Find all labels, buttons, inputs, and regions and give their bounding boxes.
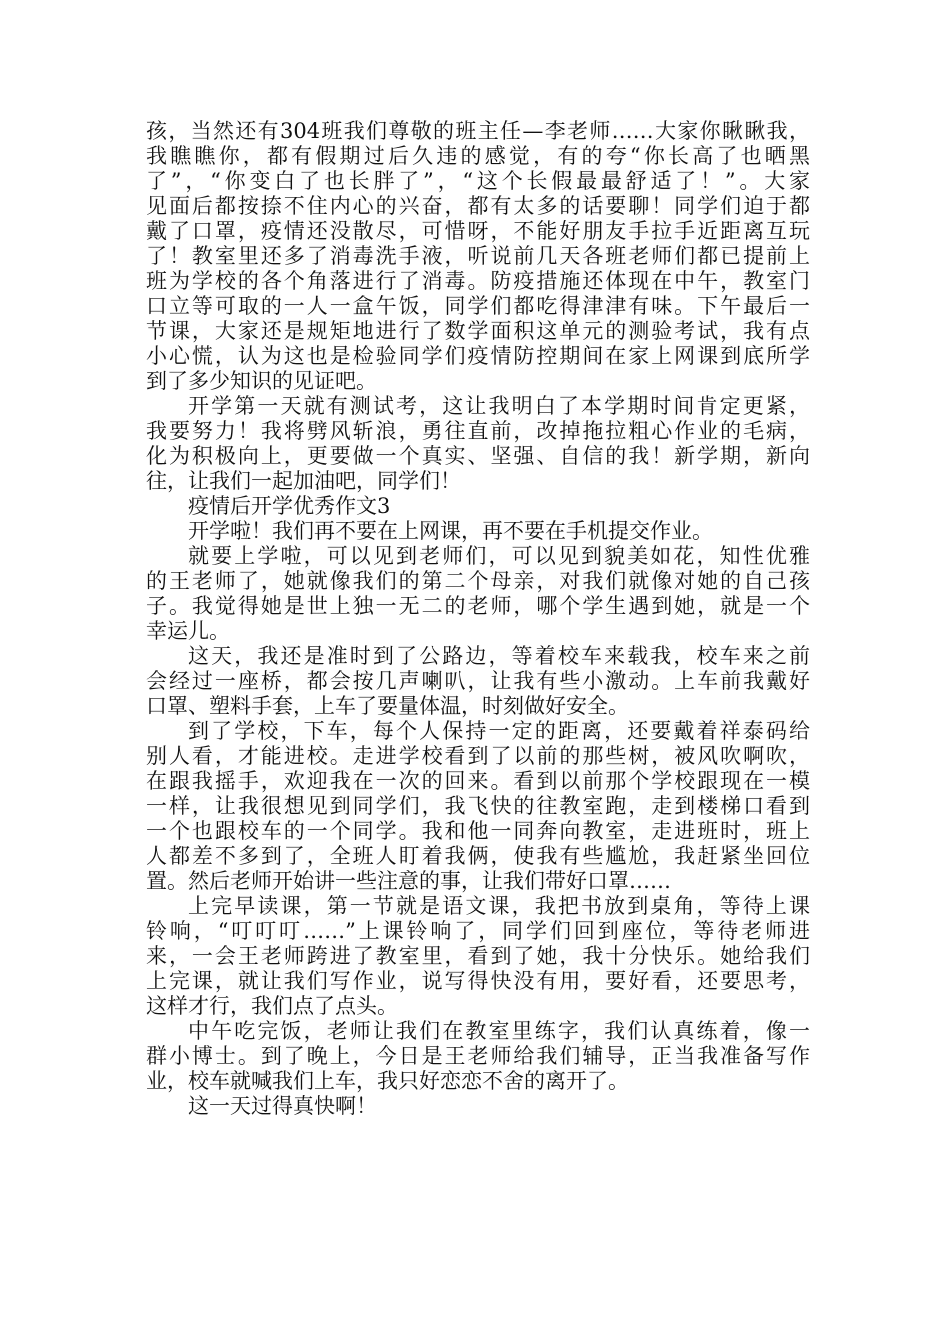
text-line: 了”，“你变白了也长胖了”，“这个长假最最舒适了！”。大家 (146, 169, 810, 193)
paragraph-intro-continued (146, 119, 810, 394)
text-line: 来，一会王老师跨进了教室里，看到了她，我十分快乐。她给我们 (146, 944, 810, 968)
text-line: 一个也跟校车的一个同学。我和他一同奔向教室，走进班时，班上 (146, 819, 810, 843)
text-line: 这样才行，我们点了点头。 (146, 994, 398, 1018)
text-line: 业，校车就喊我们上车，我只好恋恋不舍的离开了。 (146, 1069, 629, 1093)
text-line: 了！教室里还多了消毒洗手液，听说前几天各班老师们都已提前上 (146, 244, 810, 268)
text-line: 小心慌，认为这也是检验同学们疫情防控期间在家上网课到底所学 (146, 344, 810, 368)
paragraph-chinese-class (146, 894, 810, 1019)
text-line: 幸运儿。 (146, 619, 230, 643)
text-line: 化为积极向上，更要做一个真实、坚强、自信的我！新学期，新向 (146, 444, 810, 468)
text-line: 铃响，“叮叮叮……”上课铃响了，同学们回到座位，等待老师进 (146, 919, 810, 943)
text-line: 中午吃完饭，老师让我们在教室里练字，我们认真练着，像一 (188, 1019, 810, 1043)
text-line: 这天，我还是准时到了公路边，等着校车来载我，校车来之前 (188, 644, 810, 668)
text-line: 到了学校，下车，每个人保持一定的距离，还要戴着祥泰码给 (188, 719, 810, 743)
text-line: 一样，让我很想见到同学们，我飞快的往教室跑，走到楼梯口看到 (146, 794, 810, 818)
paragraph-arrival (146, 719, 810, 894)
text-line: 人都差不多到了，全班人盯着我俩，使我有些尴尬，我赶紧坐回位 (146, 844, 810, 868)
text-line: 群小博士。到了晚上，今日是王老师给我们辅导，正当我准备写作 (146, 1044, 810, 1068)
text-line: 我瞧瞧你，都有假期过后久违的感觉，有的夸“你长高了也晒黑 (146, 144, 810, 168)
text-line: 戴了口罩，疫情还没散尽，可惜呀，不能好朋友手拉手近距离互玩 (146, 219, 810, 243)
text-line: 会经过一座桥，都会按几声喇叭，让我有些小激动。上车前我戴好 (146, 669, 810, 693)
paragraph-teacher (146, 544, 810, 644)
text-line: 口立等可取的一人一盒午饭，同学们都吃得津津有味。下午最后一 (146, 294, 810, 318)
text-line: 就要上学啦，可以见到老师们，可以见到貌美如花，知性优雅 (188, 544, 810, 568)
text-line: 置。然后老师开始讲一些注意的事，让我们带好口罩…… (146, 869, 671, 893)
paragraph-closing (146, 1094, 810, 1119)
text-line: 往，让我们一起加油吧，同学们！ (146, 469, 461, 493)
paragraph-first-day-test (146, 394, 810, 494)
text-line: 这一天过得真快啊！ (188, 1094, 377, 1118)
document-page (146, 119, 810, 1119)
text-line: 子。我觉得她是世上独一无二的老师，哪个学生遇到她，就是一个 (146, 594, 810, 618)
text-line: 班为学校的各个角落进行了消毒。防疫措施还体现在中午，教室门 (146, 269, 810, 293)
text-line: 见面后都按捺不住内心的兴奋，都有太多的话要聊！同学们迫于都 (146, 194, 810, 218)
text-line: 到了多少知识的见证吧。 (146, 369, 377, 393)
text-line: 上完早读课，第一节就是语文课，我把书放到桌角，等待上课 (188, 894, 810, 918)
text-line: 我要努力！我将劈风斩浪，勇往直前，改掉拖拉粗心作业的毛病， (146, 419, 810, 443)
paragraph-afternoon (146, 1019, 810, 1094)
text-line: 开学第一天就有测试考，这让我明白了本学期时间肯定更紧， (188, 394, 810, 418)
text-line: 别人看，才能进校。走进学校看到了以前的那些树，被风吹啊吹， (146, 744, 810, 768)
essay-title (146, 494, 810, 519)
text-line: 的王老师了，她就像我们的第二个母亲，对我们就像对她的自己孩 (146, 569, 810, 593)
text-line: 孩，当然还有304班我们尊敬的班主任—李老师……大家你瞅瞅我， (146, 119, 810, 143)
paragraph-school-starts (146, 519, 810, 544)
text-line: 开学啦！我们再不要在上网课，再不要在手机提交作业。 (188, 519, 713, 543)
text-line: 节课，大家还是规矩地进行了数学面积这单元的测验考试，我有点 (146, 319, 810, 343)
text-line: 上完课，就让我们写作业，说写得快没有用，要好看，还要思考， (146, 969, 810, 993)
text-line: 口罩、塑料手套，上车了要量体温，时刻做好安全。 (146, 694, 629, 718)
text-line: 在跟我摇手，欢迎我在一次的回来。看到以前那个学校跟现在一模 (146, 769, 810, 793)
paragraph-school-bus (146, 644, 810, 719)
text-line: 疫情后开学优秀作文3 (188, 494, 391, 518)
